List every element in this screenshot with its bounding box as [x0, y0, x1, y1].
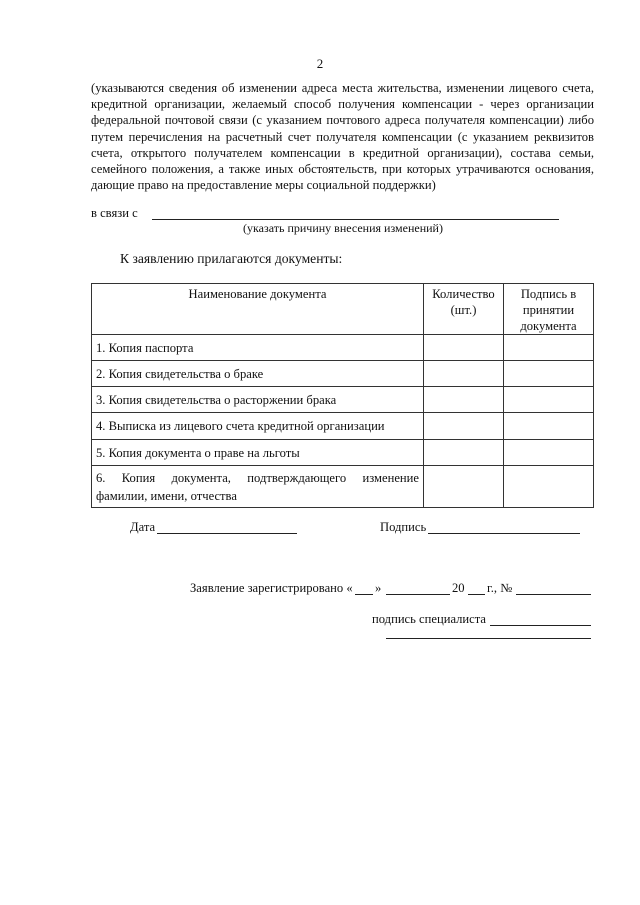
- document-name-cell: 6. Копия документа, подтверждающего изменение фамилии, имени, отчества: [92, 466, 424, 508]
- instructions-paragraph: (указываются сведения об изменении адреса места жительства, изменении лицевого счета, кредитной организации, желаемый способ получения компенсации - через организации федеральной почтовой связи (с указанием почтового адреса получателя компенсации) либо путем перечисления на расчетный счет получателя компенсации (с указанием реквизитов счета, открытого получателем компенсации в кредитной организации), состава семьи, семейного положения, а также иных обстоятельств, при которых утрачиваются основания, дающие право на предоставление меры социальной поддержки): [91, 81, 594, 193]
- date-label: Дата: [130, 520, 156, 534]
- column-header-signature: Подпись в принятии документа: [504, 284, 594, 335]
- signature-cell[interactable]: [504, 413, 594, 440]
- registration-month-line[interactable]: [386, 594, 450, 595]
- table-row: [92, 387, 594, 413]
- attachments-heading: К заявлению прилагаются документы:: [120, 251, 343, 266]
- document-name-cell: 5. Копия документа о праве на льготы: [92, 440, 424, 466]
- quantity-cell[interactable]: [424, 413, 504, 440]
- document-name-cell: 3. Копия свидетельства о расторжении брака: [92, 387, 424, 413]
- reason-hint: (указать причину внесения изменений): [243, 221, 443, 235]
- table-header-row: [92, 284, 594, 335]
- registration-year-prefix: 20: [452, 581, 465, 595]
- signature-cell[interactable]: [504, 387, 594, 413]
- date-field-line[interactable]: [157, 533, 297, 534]
- signature-cell[interactable]: [504, 335, 594, 361]
- table-row: [92, 413, 594, 440]
- quantity-cell[interactable]: [424, 466, 504, 508]
- quantity-cell[interactable]: [424, 361, 504, 387]
- table-row: [92, 440, 594, 466]
- table-row: [92, 335, 594, 361]
- specialist-signature-label: подпись специалиста: [372, 612, 487, 626]
- registration-quote-close: »: [375, 581, 382, 595]
- quantity-cell[interactable]: [424, 440, 504, 466]
- quantity-cell[interactable]: [424, 387, 504, 413]
- document-name-cell: 4. Выписка из лицевого счета кредитной организации: [92, 413, 424, 440]
- registration-number-line[interactable]: [516, 594, 591, 595]
- reason-label: в связи с: [91, 206, 138, 220]
- registration-number-label: г., №: [487, 581, 513, 595]
- specialist-signature-line[interactable]: [490, 625, 591, 626]
- column-header-quantity: Количество (шт.): [424, 284, 504, 335]
- table-row: [92, 466, 594, 508]
- signature-field-line[interactable]: [428, 533, 580, 534]
- document-name-cell: 1. Копия паспорта: [92, 335, 424, 361]
- signature-cell[interactable]: [504, 466, 594, 508]
- column-header-name: Наименование документа: [92, 284, 424, 335]
- document-name-cell: 2. Копия свидетельства о браке: [92, 361, 424, 387]
- signature-label: Подпись: [380, 520, 427, 534]
- registration-day-line[interactable]: [355, 594, 373, 595]
- quantity-cell[interactable]: [424, 335, 504, 361]
- specialist-name-line[interactable]: [386, 638, 591, 639]
- table-row: [92, 361, 594, 387]
- documents-table: [91, 283, 594, 508]
- page-number: 2: [316, 56, 324, 71]
- registration-year-line[interactable]: [468, 594, 485, 595]
- registration-prefix: Заявление зарегистрировано «: [190, 581, 353, 595]
- signature-cell[interactable]: [504, 361, 594, 387]
- reason-input-line[interactable]: [152, 219, 559, 220]
- signature-cell[interactable]: [504, 440, 594, 466]
